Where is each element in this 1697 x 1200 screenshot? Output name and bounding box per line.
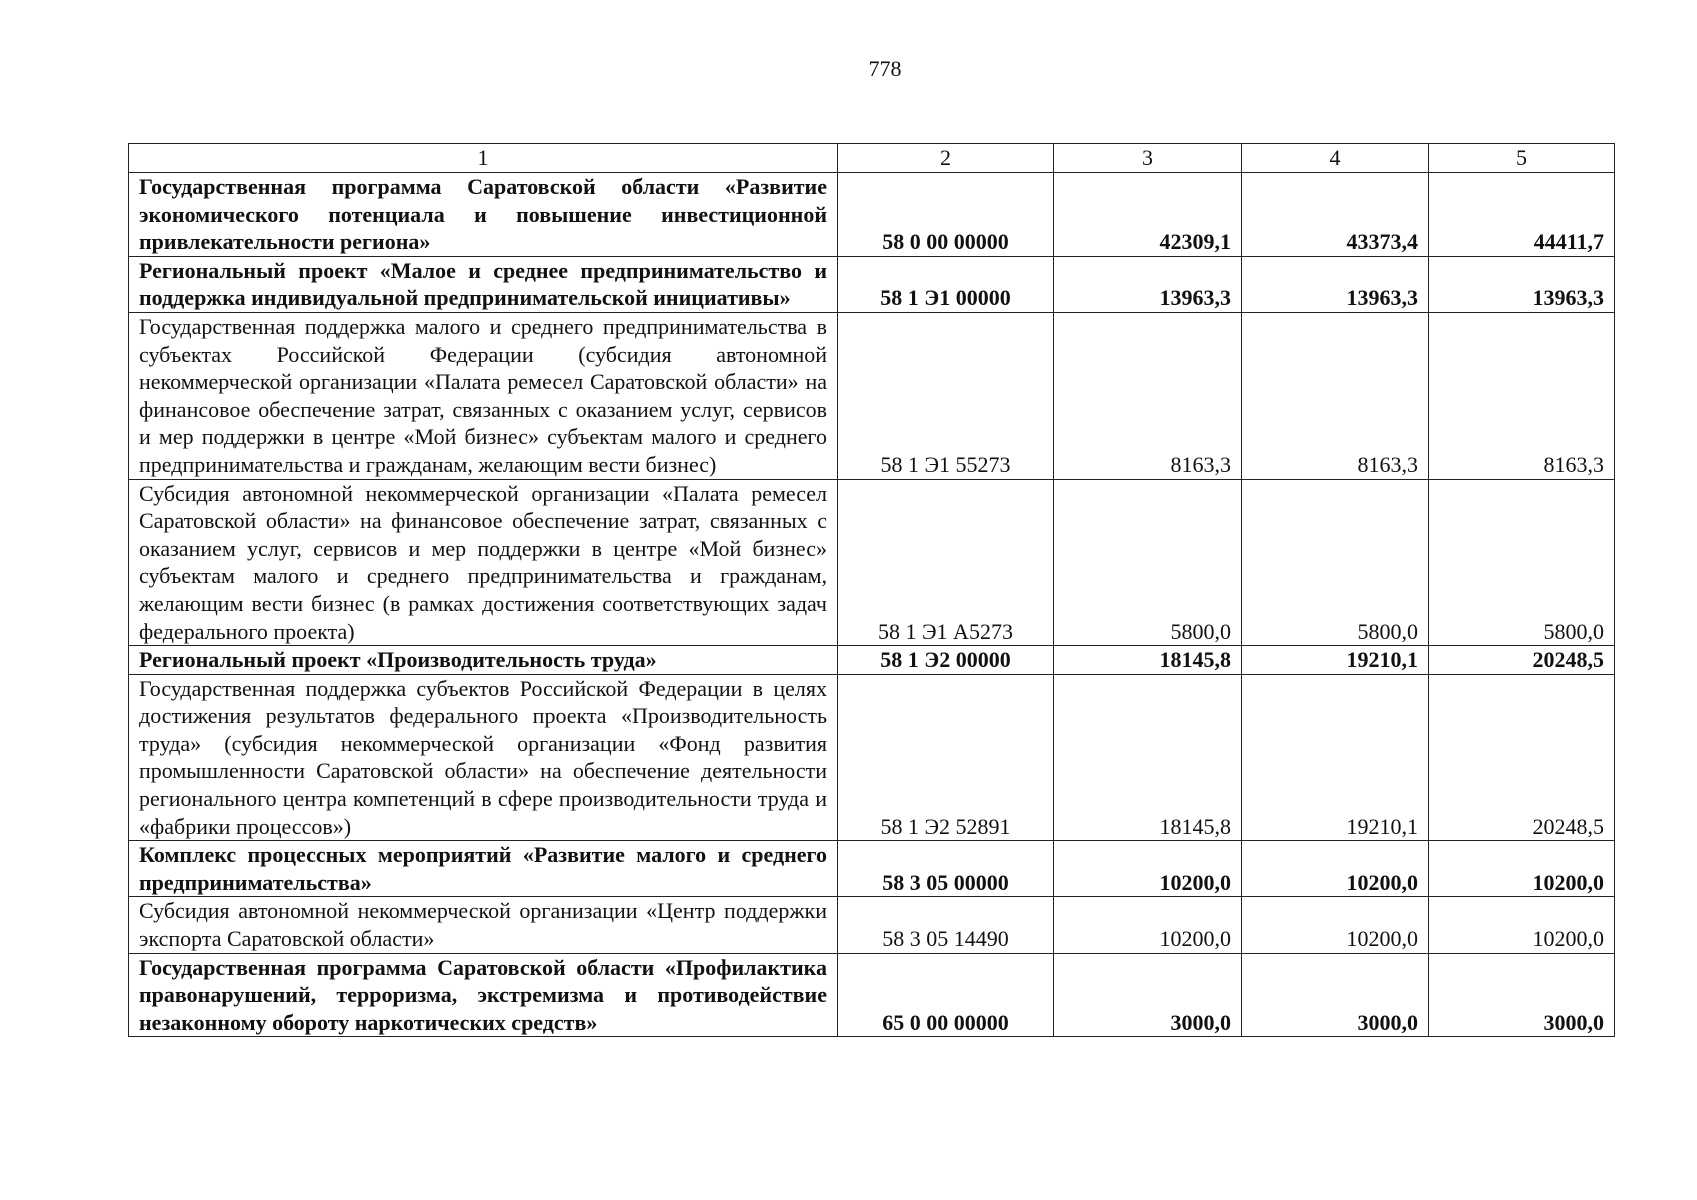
row-value-year-1: 18145,8 xyxy=(1054,674,1242,841)
row-name: Комплекс процессных мероприятий «Развитие малого и среднего предпринимательства» xyxy=(129,841,838,897)
row-value-year-3: 20248,5 xyxy=(1429,646,1615,675)
row-value-year-2: 5800,0 xyxy=(1242,479,1429,646)
row-code: 58 1 Э1 55273 xyxy=(838,312,1054,479)
row-value-year-2: 19210,1 xyxy=(1242,646,1429,675)
column-header-2: 2 xyxy=(838,144,1054,173)
row-name: Субсидия автономной некоммерческой организации «Палата ремесел Саратовской области» на финансовое обеспечение затрат, связанных с оказанием услуг, сервисов и мер поддержки в центре «Мой бизнес» субъектам малого и среднего предпринимательства и гражданам, желающим вести бизнес (в рамках достижения соответствующих задач федерального проекта) xyxy=(129,479,838,646)
row-value-year-1: 10200,0 xyxy=(1054,897,1242,953)
column-header-3: 3 xyxy=(1054,144,1242,173)
column-header-4: 4 xyxy=(1242,144,1429,173)
row-value-year-1: 13963,3 xyxy=(1054,256,1242,312)
row-code: 58 3 05 14490 xyxy=(838,897,1054,953)
row-name: Региональный проект «Малое и среднее предпринимательство и поддержка индивидуальной предпринимательской инициативы» xyxy=(129,256,838,312)
row-value-year-2: 8163,3 xyxy=(1242,312,1429,479)
row-value-year-3: 13963,3 xyxy=(1429,256,1615,312)
budget-table xyxy=(128,143,1615,1037)
row-code: 58 3 05 00000 xyxy=(838,841,1054,897)
row-code: 58 1 Э1 А5273 xyxy=(838,479,1054,646)
table-row xyxy=(129,646,1615,675)
row-value-year-1: 3000,0 xyxy=(1054,953,1242,1037)
row-value-year-1: 8163,3 xyxy=(1054,312,1242,479)
row-name: Государственная поддержка субъектов Российской Федерации в целях достижения результатов федерального проекта «Производительность труда» (субсидия некоммерческой организации «Фонд развития промышленности Саратовской области» на обеспечение деятельности регионального центра компетенций в сфере производительности труда и «фабрики процессов») xyxy=(129,674,838,841)
table-row xyxy=(129,312,1615,479)
row-name: Региональный проект «Производительность труда» xyxy=(129,646,838,675)
row-value-year-3: 3000,0 xyxy=(1429,953,1615,1037)
row-code: 58 1 Э2 52891 xyxy=(838,674,1054,841)
row-code: 58 1 Э2 00000 xyxy=(838,646,1054,675)
row-value-year-3: 10200,0 xyxy=(1429,841,1615,897)
row-value-year-1: 42309,1 xyxy=(1054,173,1242,257)
table-row xyxy=(129,674,1615,841)
column-number-row xyxy=(129,144,1615,173)
table-row xyxy=(129,256,1615,312)
row-value-year-1: 5800,0 xyxy=(1054,479,1242,646)
table-row xyxy=(129,841,1615,897)
table-row xyxy=(129,173,1615,257)
row-code: 65 0 00 00000 xyxy=(838,953,1054,1037)
row-value-year-3: 10200,0 xyxy=(1429,897,1615,953)
column-header-1: 1 xyxy=(129,144,838,173)
page-number: 778 xyxy=(868,56,902,81)
row-value-year-2: 3000,0 xyxy=(1242,953,1429,1037)
row-code: 58 0 00 00000 xyxy=(838,173,1054,257)
row-value-year-3: 20248,5 xyxy=(1429,674,1615,841)
table-row xyxy=(129,479,1615,646)
row-value-year-2: 43373,4 xyxy=(1242,173,1429,257)
row-value-year-2: 19210,1 xyxy=(1242,674,1429,841)
row-name: Государственная поддержка малого и среднего предпринимательства в субъектах Российской Федерации (субсидия автономной некоммерческой организации «Палата ремесел Саратовской области» на финансовое обеспечение затрат, связанных с оказанием услуг, сервисов и мер поддержки в центре «Мой бизнес» субъектам малого и среднего предпринимательства и гражданам, желающим вести бизнес) xyxy=(129,312,838,479)
row-value-year-1: 18145,8 xyxy=(1054,646,1242,675)
row-name: Государственная программа Саратовской области «Развитие экономического потенциала и повышение инвестиционной привлекательности региона» xyxy=(129,173,838,257)
column-header-5: 5 xyxy=(1429,144,1615,173)
row-value-year-2: 13963,3 xyxy=(1242,256,1429,312)
table-row xyxy=(129,953,1615,1037)
row-value-year-1: 10200,0 xyxy=(1054,841,1242,897)
row-code: 58 1 Э1 00000 xyxy=(838,256,1054,312)
row-value-year-2: 10200,0 xyxy=(1242,841,1429,897)
row-name: Субсидия автономной некоммерческой организации «Центр поддержки экспорта Саратовской области» xyxy=(129,897,838,953)
table-row xyxy=(129,897,1615,953)
row-value-year-3: 5800,0 xyxy=(1429,479,1615,646)
row-value-year-3: 44411,7 xyxy=(1429,173,1615,257)
row-value-year-3: 8163,3 xyxy=(1429,312,1615,479)
row-value-year-2: 10200,0 xyxy=(1242,897,1429,953)
row-name: Государственная программа Саратовской области «Профилактика правонарушений, терроризма, экстремизма и противодействие незаконному обороту наркотических средств» xyxy=(129,953,838,1037)
